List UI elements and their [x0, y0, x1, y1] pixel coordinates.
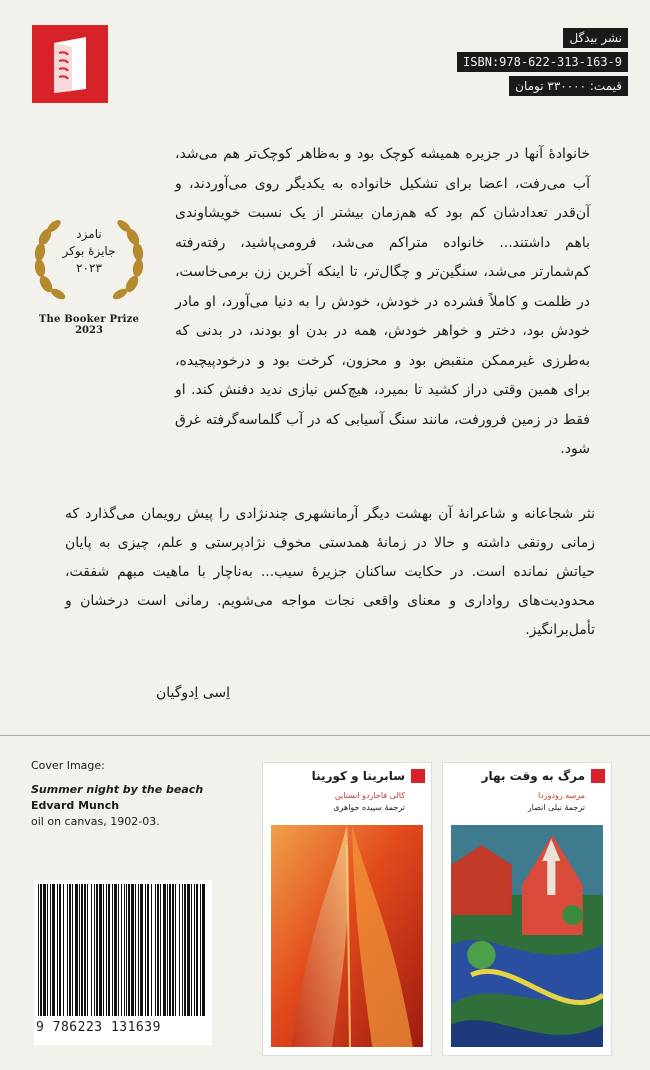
barcode-digits: 9 786223 131639	[36, 1020, 161, 1035]
barcode-bar	[140, 884, 143, 1016]
barcode-bar	[57, 884, 58, 1016]
barcode-bar	[103, 884, 104, 1016]
book-title: مرگ به وقت بهار	[481, 769, 585, 783]
barcode-bar	[91, 884, 92, 1016]
barcode-bar	[69, 884, 71, 1016]
barcode-bar	[155, 884, 156, 1016]
barcode-bar	[118, 884, 119, 1016]
barcode-bar	[96, 884, 98, 1016]
award-name-fa: جایزهٔ بوکر	[62, 244, 116, 258]
barcode-bar	[99, 884, 102, 1016]
barcode-bar	[175, 884, 176, 1016]
barcode-bar	[138, 884, 139, 1016]
barcode-bar	[87, 884, 88, 1016]
book-card-death-in-spring	[442, 762, 612, 1056]
barcode-bar	[182, 884, 183, 1016]
barcode-bar	[108, 884, 110, 1016]
artist-name: Edvard Munch	[31, 799, 120, 812]
publisher-name: نشر بیدگل	[563, 28, 628, 48]
barcode-bar	[131, 884, 134, 1016]
barcode-bar	[40, 884, 42, 1016]
barcode-bar	[135, 884, 136, 1016]
artwork-title: Summer night by the beach	[31, 783, 204, 796]
barcode-bar	[121, 884, 122, 1016]
blurb-paragraph-2: نثر شجاعانه و شاعرانهٔ آن بهشت دیگر آرمانشهری چندنژادی را پیش رویمان می‌گذارد که زمانی رونقی داشته و حالا در زمانهٔ همدستی مخوف نژادپرستی و علم، چیزی به پایان حیاتش نمانده است. در حکایت ساکنان جزیرهٔ سیب... به‌ناچار با ماهیت مبهم شفقت، محدودیت‌های رواداری و معنای واقعی نجات مواجه می‌شویم. رمانی است درخشان و تأمل‌برانگیز.	[65, 506, 595, 638]
barcode-bar	[94, 884, 95, 1016]
book-title: سابرینا و کورینا	[311, 769, 405, 783]
award-year-en: 2023	[75, 325, 103, 336]
barcode-bar	[187, 884, 190, 1016]
divider	[0, 735, 650, 736]
barcode-bar	[169, 884, 171, 1016]
barcode-bar	[50, 884, 51, 1016]
barcode-bar	[47, 884, 48, 1016]
barcode-bars	[34, 880, 212, 1020]
publisher-mini-logo	[411, 769, 425, 783]
barcode-bar	[200, 884, 201, 1016]
blurb-signature: اِسی اِدوگیان	[155, 685, 230, 701]
barcode-bar	[81, 884, 83, 1016]
book-cover-art	[271, 825, 423, 1047]
barcode-bar	[196, 884, 198, 1016]
barcode-bar	[145, 884, 146, 1016]
barcode-bar	[63, 884, 64, 1016]
barcode-bar	[79, 884, 80, 1016]
barcode-bar	[147, 884, 149, 1016]
barcode-bar	[59, 884, 61, 1016]
barcode-bar	[112, 884, 113, 1016]
barcode-bar	[124, 884, 125, 1016]
barcode-bar	[126, 884, 127, 1016]
barcode-bar	[128, 884, 130, 1016]
price-label: قیمت: ۳۳۰۰۰۰ تومان	[509, 76, 628, 96]
barcode-bar	[84, 884, 86, 1016]
blurb-paragraph-1: خانوادهٔ آنها در جزیره همیشه کوچک بود و به‌ظاهر کوچک‌تر هم می‌شد، آب می‌رفت، اعضا برای تشکیل خانواده به یکدیگر روی می‌آوردند، و آن‌قدر تعدادشان کم بود که هم‌زمان بیشتر از یک نسبت خویشاوندی باهم داشتند... خانواده متراکم می‌شد، فرومی‌پاشید، رفته‌رفته کم‌شمارتر می‌شد، سنگین‌تر و چگال‌تر، تا اینکه آخرین زن برمی‌خاست، در ظلمت و کاملاً فشرده در خودش، خودش را به دنیا می‌آورد، او مادر خودش بود، دختر و خواهر خودش، همه در بدن او بودند، در بدنی که به‌طرزی غیرممکن منقبض بود و محزون، کرخت بود و درخودپیچیده، برای همین وقتی دراز کشید تا بمیرد، هیچ‌کس نیازی ندید دفنش کند. او فقط در زمین فرورفت، مانند سنگ آسیابی که در آب گلماسه‌گرفته غرق شود.	[175, 146, 590, 457]
barcode-bar	[194, 884, 195, 1016]
barcode-bar	[52, 884, 55, 1016]
book-leaf-icon	[32, 25, 108, 103]
barcode-bar	[38, 884, 39, 1016]
barcode-bar	[191, 884, 192, 1016]
barcode-bar	[163, 884, 166, 1016]
barcode-bar	[75, 884, 78, 1016]
barcode-bar	[151, 884, 152, 1016]
barcode-bar	[172, 884, 174, 1016]
barcode-bar	[202, 884, 205, 1016]
book-card-sabrina-corina	[262, 762, 432, 1056]
barcode-bar	[160, 884, 161, 1016]
barcode-bar	[43, 884, 46, 1016]
barcode-bar	[167, 884, 168, 1016]
award-year-fa: ۲۰۲۳	[76, 261, 102, 275]
barcode-bar	[184, 884, 186, 1016]
publisher-mini-logo	[591, 769, 605, 783]
award-name-en: The Booker Prize	[38, 314, 140, 325]
book-author: مرسه رودوردا	[537, 791, 585, 800]
artwork-medium: oil on canvas, 1902-03.	[31, 815, 160, 828]
book-cover-art	[451, 825, 603, 1047]
barcode-bar	[72, 884, 73, 1016]
cover-image-label: Cover Image:	[31, 759, 105, 772]
barcode-bar	[106, 884, 107, 1016]
isbn-label: ISBN:978-622-313-163-9	[457, 52, 628, 72]
barcode-bar	[114, 884, 117, 1016]
barcode-bar	[179, 884, 180, 1016]
book-author: کالی فاجاردو انستاین	[334, 791, 405, 800]
isbn-barcode	[34, 880, 212, 1045]
barcode-bar	[157, 884, 159, 1016]
book-translator: ترجمهٔ سپیده جواهری	[333, 803, 405, 812]
cover-credits	[31, 758, 203, 830]
publisher-logo	[32, 25, 108, 103]
award-nominee: نامزد	[76, 227, 102, 241]
book-translator: ترجمهٔ نیلی انصار	[527, 803, 585, 812]
barcode-bar	[67, 884, 68, 1016]
booker-award-badge	[28, 218, 150, 336]
publisher-info	[457, 28, 628, 96]
